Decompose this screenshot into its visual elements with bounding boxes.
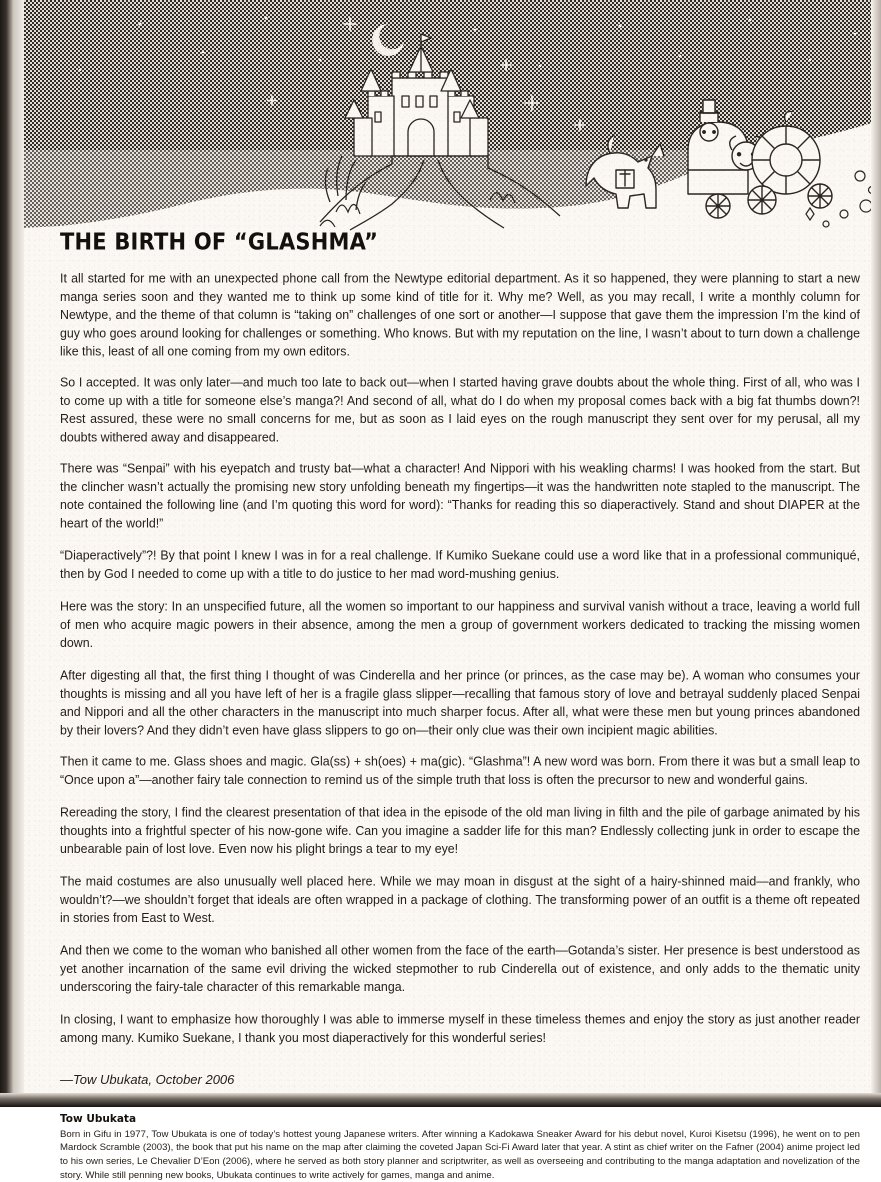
paragraph: The maid costumes are also unusually well placed here. While we may moan in disgust at the sight of a hairy-shinned maid—and frankly, who wouldn’t?—we shouldn’t forget that ideals are often wrapped in a package of clothing. The transforming power of an outfit is a theme oft repeated in stories from East to West. [60, 874, 860, 926]
article-body [60, 270, 860, 1046]
paragraph: Then it came to me. Glass shoes and magic. Gla(ss) + sh(oes) + ma(gic). “Glashma”! A new word was born. From there it was but a small leap to “Once upon a”—another fairy tale connection to remind us of the simple truth that loss is often the precursor to new and wonderful gains. [60, 754, 860, 787]
binding-edge-light [14, 0, 24, 1107]
paragraph: There was “Senpai” with his eyepatch and trusty bat—what a character! And Nippori with his weakling charms! I was hooked from the start. But the clincher wasn’t actually the promising new story unfolding beneath my fingertips—it was the handwritten note stapled to the manuscript. The note contained the following line (and I’m quoting this word for word): “Thanks for reading this so diaperactively. Stand and shout DIAPER at the heart of the world!” [60, 461, 860, 531]
header-illustration [20, 0, 881, 232]
page-bottom-edge [0, 1093, 881, 1107]
paragraph: Rereading the story, I find the clearest presentation of that idea in the episode of the old man living in filth and the pile of garbage animated by his thoughts into a frightful specter of his now-gone wife. Can you imagine a sadder life for this man? Endlessly collecting junk in order to escape the unbearable pain of lost love. Even now his plight brings a tear to my eye! [60, 805, 860, 857]
paragraph: “Diaperactively”?! By that point I knew I was in for a real challenge. If Kumiko Suekane could use a word like that in a professional communiqué, then by God I needed to come up with a title to do justice to her mad word-mushing genius. [60, 547, 860, 581]
paragraph: Here was the story: In an unspecified future, all the women so important to our happiness and survival vanish without a trace, leaving a world full of men who acquire magic powers in their absence, among the men a group of government workers dedicated to tracking the missing women down. [60, 598, 860, 651]
paragraph: In closing, I want to emphasize how thoroughly I was able to immerse myself in these timeless themes and enjoy the story as just another reader among many. Kumiko Suekane, I thank you most diaperactively for this wonderful series! [60, 1011, 860, 1045]
paragraph: After digesting all that, the first thing I thought of was Cinderella and her prince (or princes, as the case may be). A woman who consumes your thoughts is missing and all you have left of her is a fragile glass slipper—recalling that famous story of love and betrayal suddenly placed Senpai and Nippori and all the other characters in the manuscript into much sharper focus. After all, what were these men but young princes abandoned by their lovers? And they didn’t even have glass slippers to go on—their only clue was their own incipient magic abilities. [60, 667, 860, 738]
article-content [60, 228, 860, 1182]
page-right-edge [871, 0, 881, 1107]
binding-edge-dark [0, 0, 14, 1107]
author-bio-name: Tow Ubukata [60, 1112, 137, 1125]
author-bio [60, 1113, 860, 1182]
paragraph: So I accepted. It was only later—and much too late to back out—when I started having grave doubts about the whole thing. First of all, who was I to come up with a title for someone else’s manga?! And second of all, what do I do when my proposal comes back with a big fat thumbs down?! Rest assured, these were no small concerns for me, but as soon as I laid eyes on the rough manuscript they sent over for my perusal, all my doubts withered away and disappeared. [60, 375, 860, 445]
author-signature: —Tow Ubukata, October 2006 [60, 1071, 235, 1087]
page-title: THE BIRTH OF “GLASHMA” [60, 228, 379, 255]
author-bio-text: Born in Gifu in 1977, Tow Ubukata is one of today’s hottest young Japanese writers. After winning a Kadokawa Sneaker Award for his debut novel, Kuroi Kisetsu (1996), he went on to pen Mardock Scramble (2003), the book that put his name on the map after claiming the coveted Japan Sci-Fi Award later that year. A stint as chief writer on the Fafner (2004) anime project led to his own series, Le Chevalier D’Eon (2006), where he served as both story planner and scriptwriter, as well as overseeing and contributing to the manga adaptation and novelization of the story. While still penning new books, Ubukata continues to write actively for games, manga and anime. [60, 1128, 860, 1181]
paragraph: And then we come to the woman who banished all other women from the face of the earth—Gotanda’s sister. Her presence is best understood as yet another incarnation of the same evil driving the wicked stepmother to rub Cinderella out of existence, and only adds to the thematic unity underscoring the fairy-tale character of this remarkable manga. [60, 942, 860, 995]
paragraph: It all started for me with an unexpected phone call from the Newtype editorial department. As it so happened, they were planning to start a new manga series soon and they wanted me to think up some kind of title for it. Why me? Well, as you may recall, I write a monthly column for Newtype, and the theme of that column is “taking on” challenges of one sort or another—I suppose that gave them the impression I’m the kind of guy who goes around looking for challenges or something. Who knows. But with my reputation on the line, I wasn’t about to turn down a challenge like this, least of all one coming from my own editors. [60, 271, 860, 359]
